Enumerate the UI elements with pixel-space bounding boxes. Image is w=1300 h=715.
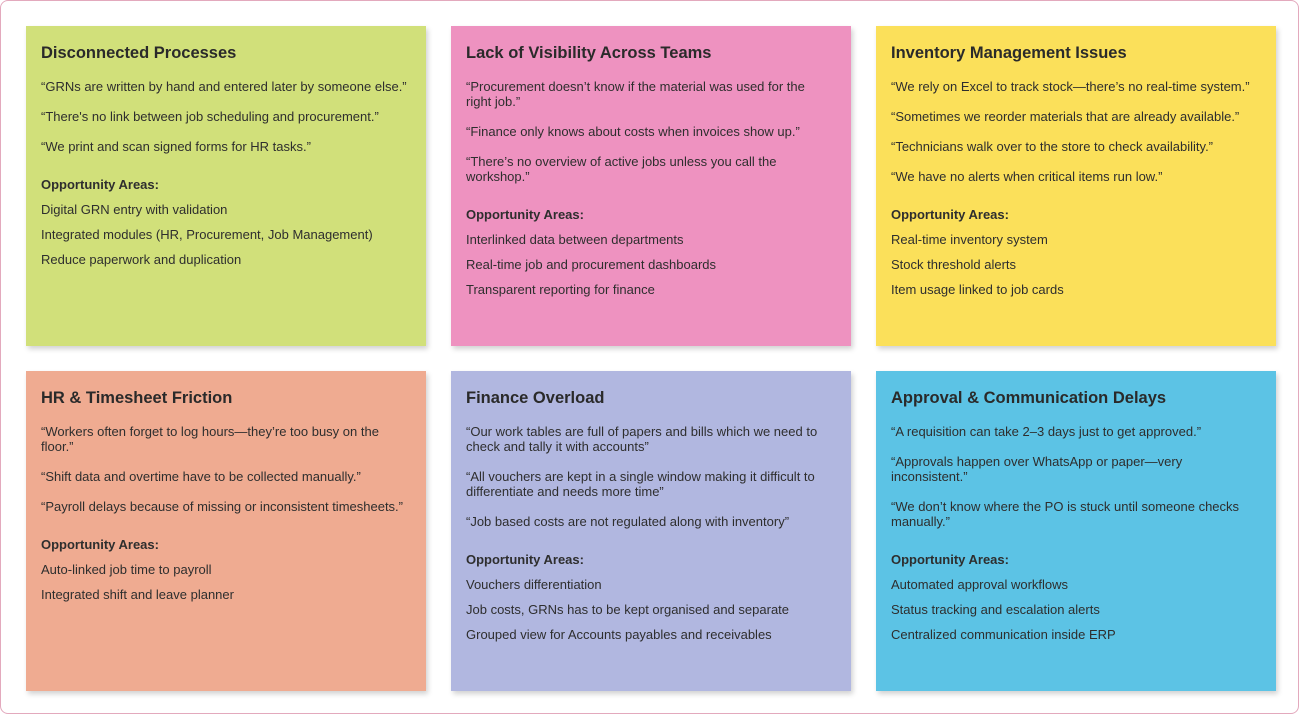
user-quote: “Sometimes we reorder materials that are already available.” (891, 109, 1240, 124)
opportunity-item: Grouped view for Accounts payables and receivables (466, 627, 772, 642)
user-quote: “We rely on Excel to track stock—there’s no real-time system.” (891, 79, 1250, 94)
user-quote: “We print and scan signed forms for HR tasks.” (41, 139, 311, 154)
user-quote: “A requisition can take 2–3 days just to get approved.” (891, 424, 1202, 439)
user-quote: “Job based costs are not regulated along with inventory” (466, 514, 790, 529)
user-quote: “There's no link between job scheduling and procurement.” (41, 109, 379, 124)
opportunity-item: Transparent reporting for finance (466, 282, 655, 297)
user-quote: “There’s no overview of active jobs unless you call the workshop.” (466, 154, 777, 184)
user-quote: “Procurement doesn’t know if the material was used for the right job.” (466, 79, 805, 109)
opportunity-item: Automated approval workflows (891, 577, 1069, 592)
quote-list (41, 79, 411, 154)
opportunity-item: Centralized communication inside ERP (891, 627, 1116, 642)
user-quote: “Approvals happen over WhatsApp or paper—very inconsistent.” (891, 454, 1183, 484)
opportunity-item: Interlinked data between departments (466, 232, 684, 247)
user-quote: “Finance only knows about costs when invoices show up.” (466, 124, 800, 139)
user-quote: “We have no alerts when critical items run low.” (891, 169, 1163, 184)
quote-list (466, 424, 836, 529)
note-title: HR & Timesheet Friction (41, 389, 233, 407)
user-quote: “All vouchers are kept in a single window making it difficult to differentiate and needs more time” (466, 469, 815, 499)
sticky-note-lack-of-visibility[interactable] (451, 26, 851, 346)
quote-list (466, 79, 836, 184)
note-title: Inventory Management Issues (891, 44, 1127, 62)
opportunity-item: Real-time job and procurement dashboards (466, 257, 717, 272)
user-quote: “We don’t know where the PO is stuck until someone checks manually.” (891, 499, 1240, 529)
sticky-note-hr-timesheet[interactable] (26, 371, 426, 691)
opportunity-item: Status tracking and escalation alerts (891, 602, 1100, 617)
opportunity-heading: Opportunity Areas: (466, 552, 584, 567)
quote-list (41, 424, 411, 514)
opportunity-item: Item usage linked to job cards (891, 282, 1064, 297)
user-quote: “Workers often forget to log hours—they’re too busy on the floor.” (41, 424, 379, 454)
opportunity-item: Digital GRN entry with validation (41, 202, 228, 217)
opportunity-item: Real-time inventory system (891, 232, 1048, 247)
opportunity-item: Stock threshold alerts (891, 257, 1017, 272)
quote-list (891, 79, 1261, 184)
quote-list (891, 424, 1261, 529)
opportunity-item: Reduce paperwork and duplication (41, 252, 242, 267)
note-title: Disconnected Processes (41, 44, 237, 62)
opportunity-heading: Opportunity Areas: (41, 537, 159, 552)
sticky-note-disconnected-processes[interactable] (26, 26, 426, 346)
opportunity-heading: Opportunity Areas: (891, 207, 1009, 222)
note-title: Finance Overload (466, 389, 605, 407)
opportunity-item: Job costs, GRNs has to be kept organised and separate (466, 602, 790, 617)
user-quote: “GRNs are written by hand and entered later by someone else.” (41, 79, 407, 94)
user-quote: “Payroll delays because of missing or inconsistent timesheets.” (41, 499, 403, 514)
sticky-note-finance-overload[interactable] (451, 371, 851, 691)
opportunity-item: Auto-linked job time to payroll (41, 562, 212, 577)
opportunity-item: Integrated modules (HR, Procurement, Job Management) (41, 227, 373, 242)
sticky-note-approval-communication[interactable] (876, 371, 1276, 691)
opportunity-heading: Opportunity Areas: (41, 177, 159, 192)
note-title: Approval & Communication Delays (891, 389, 1167, 407)
sticky-note-inventory-management[interactable] (876, 26, 1276, 346)
opportunity-heading: Opportunity Areas: (466, 207, 584, 222)
opportunity-heading: Opportunity Areas: (891, 552, 1009, 567)
opportunity-item: Integrated shift and leave planner (41, 587, 234, 602)
user-quote: “Shift data and overtime have to be collected manually.” (41, 469, 361, 484)
user-quote: “Our work tables are full of papers and bills which we need to check and tally it with accounts” (466, 424, 818, 454)
note-title: Lack of Visibility Across Teams (466, 44, 712, 62)
user-quote: “Technicians walk over to the store to check availability.” (891, 139, 1214, 154)
opportunity-item: Vouchers differentiation (466, 577, 602, 592)
